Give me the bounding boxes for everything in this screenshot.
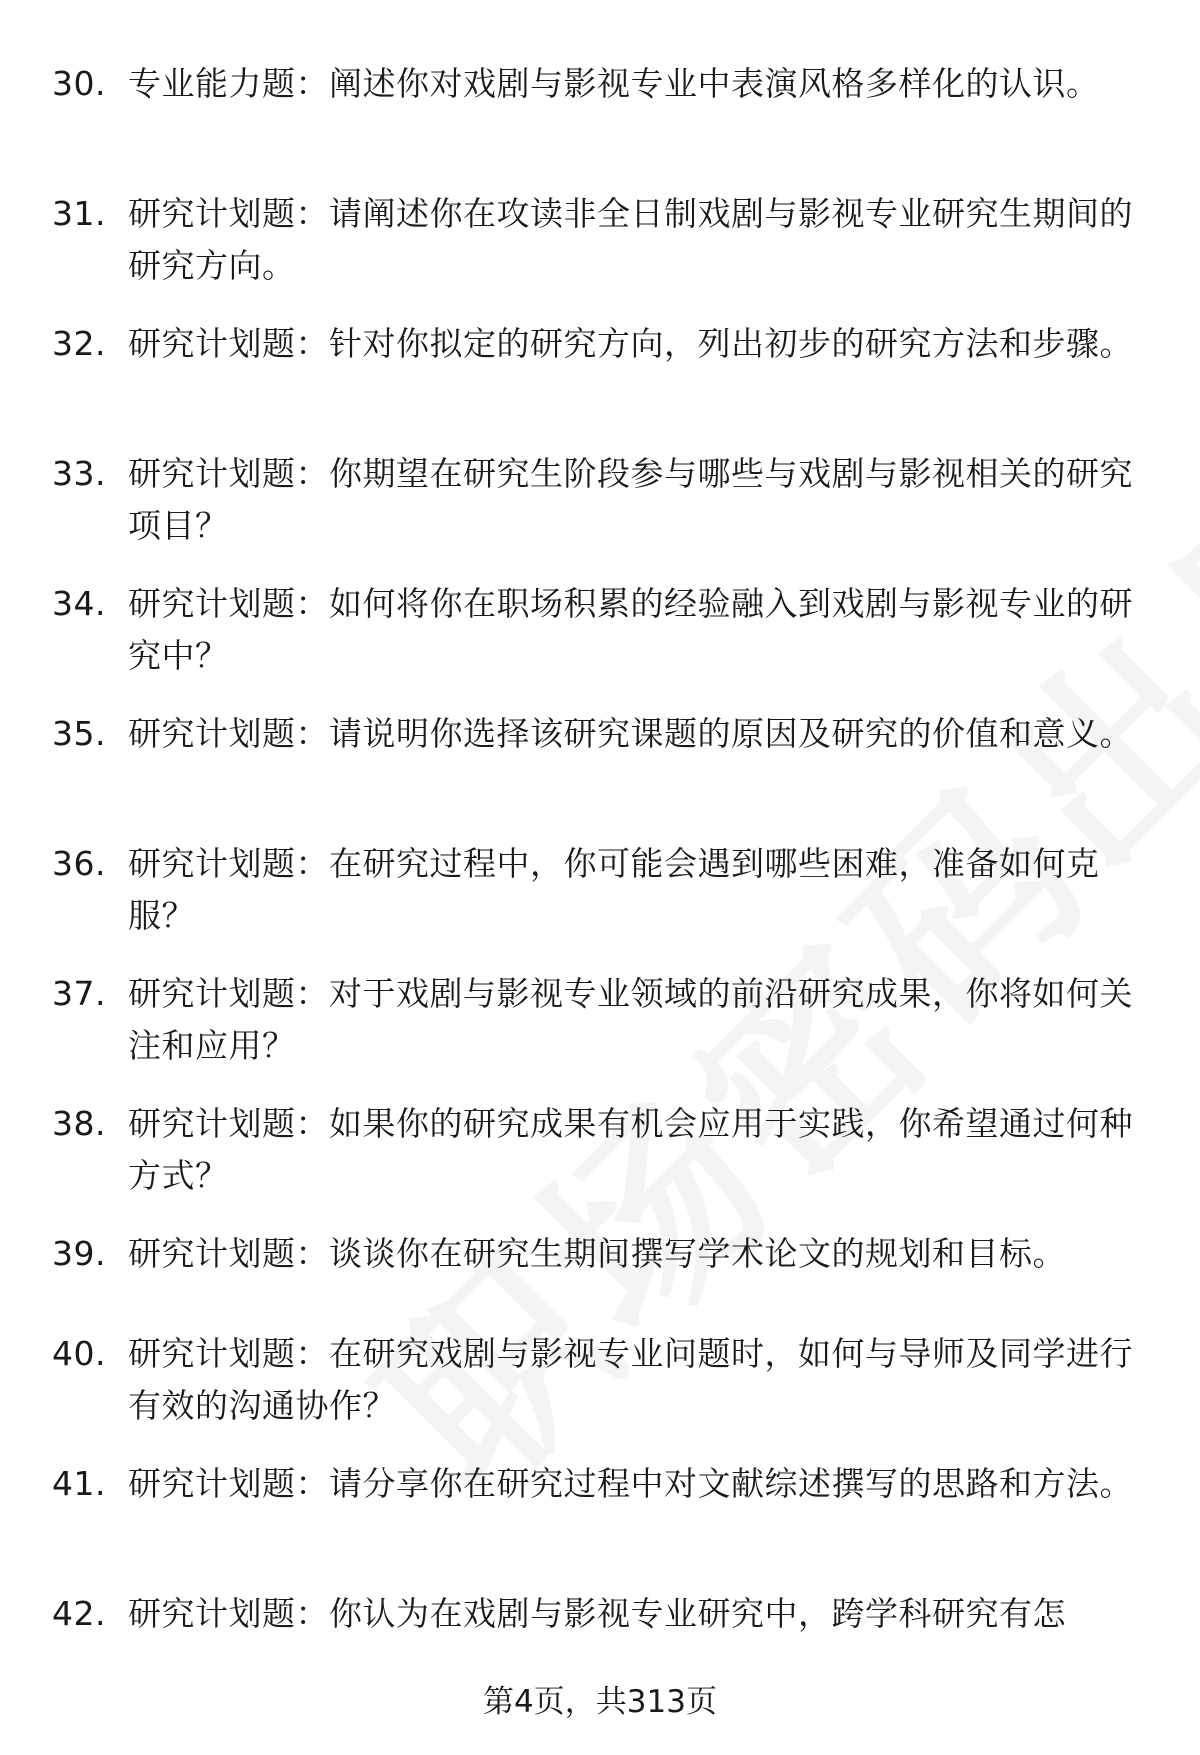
question-number: 42. [52, 1594, 106, 1633]
question-text: 研究计划题：在研究戏剧与影视专业问题时，如何与导师及同学进行有效的沟通协作？ [128, 1334, 1133, 1425]
question-text: 研究计划题：对于戏剧与影视专业领域的前沿研究成果，你将如何关注和应用？ [128, 974, 1133, 1065]
question-text: 研究计划题：如何将你在职场积累的经验融入到戏剧与影视专业的研究中？ [128, 584, 1133, 675]
question-text: 研究计划题：如果你的研究成果有机会应用于实践，你希望通过何种方式？ [128, 1104, 1133, 1195]
question-text: 研究计划题：请说明你选择该研究课题的原因及研究的价值和意义。 [128, 714, 1133, 753]
question-text: 研究计划题：谈谈你在研究生期间撰写学术论文的规划和目标。 [128, 1234, 1066, 1273]
question-item-37 [0, 968, 1200, 1098]
question-list [0, 58, 1200, 1688]
question-item-30 [0, 58, 1200, 188]
question-text: 研究计划题：请阐述你在攻读非全日制戏剧与影视专业研究生期间的研究方向。 [128, 194, 1133, 285]
question-item-31 [0, 188, 1200, 318]
question-number: 32. [52, 324, 106, 363]
question-number: 37. [52, 974, 106, 1013]
question-text: 研究计划题：你认为在戏剧与影视专业研究中，跨学科研究有怎 [128, 1594, 1066, 1633]
question-number: 36. [52, 844, 106, 883]
question-number: 34. [52, 584, 106, 623]
question-item-33 [0, 448, 1200, 578]
question-item-39 [0, 1228, 1200, 1328]
question-item-40 [0, 1328, 1200, 1458]
page-footer: 第4页，共313页 [483, 1684, 717, 1720]
question-item-42 [0, 1588, 1200, 1688]
question-text: 研究计划题：针对你拟定的研究方向，列出初步的研究方法和步骤。 [128, 324, 1133, 363]
question-text: 研究计划题：在研究过程中，你可能会遇到哪些困难，准备如何克服？ [128, 844, 1100, 935]
question-item-34 [0, 578, 1200, 708]
question-number: 35. [52, 714, 106, 753]
question-number: 41. [52, 1464, 106, 1503]
question-text: 专业能力题：阐述你对戏剧与影视专业中表演风格多样化的认识。 [128, 64, 1100, 103]
question-number: 40. [52, 1334, 106, 1373]
question-item-41 [0, 1458, 1200, 1588]
question-text: 研究计划题：请分享你在研究过程中对文献综述撰写的思路和方法。 [128, 1464, 1133, 1503]
question-item-38 [0, 1098, 1200, 1228]
question-number: 38. [52, 1104, 106, 1143]
question-number: 33. [52, 454, 106, 493]
question-text: 研究计划题：你期望在研究生阶段参与哪些与戏剧与影视相关的研究项目？ [128, 454, 1133, 545]
question-number: 31. [52, 194, 106, 233]
question-item-32 [0, 318, 1200, 448]
question-item-36 [0, 838, 1200, 968]
question-item-35 [0, 708, 1200, 838]
question-number: 30. [52, 64, 106, 103]
question-number: 39. [52, 1234, 106, 1273]
